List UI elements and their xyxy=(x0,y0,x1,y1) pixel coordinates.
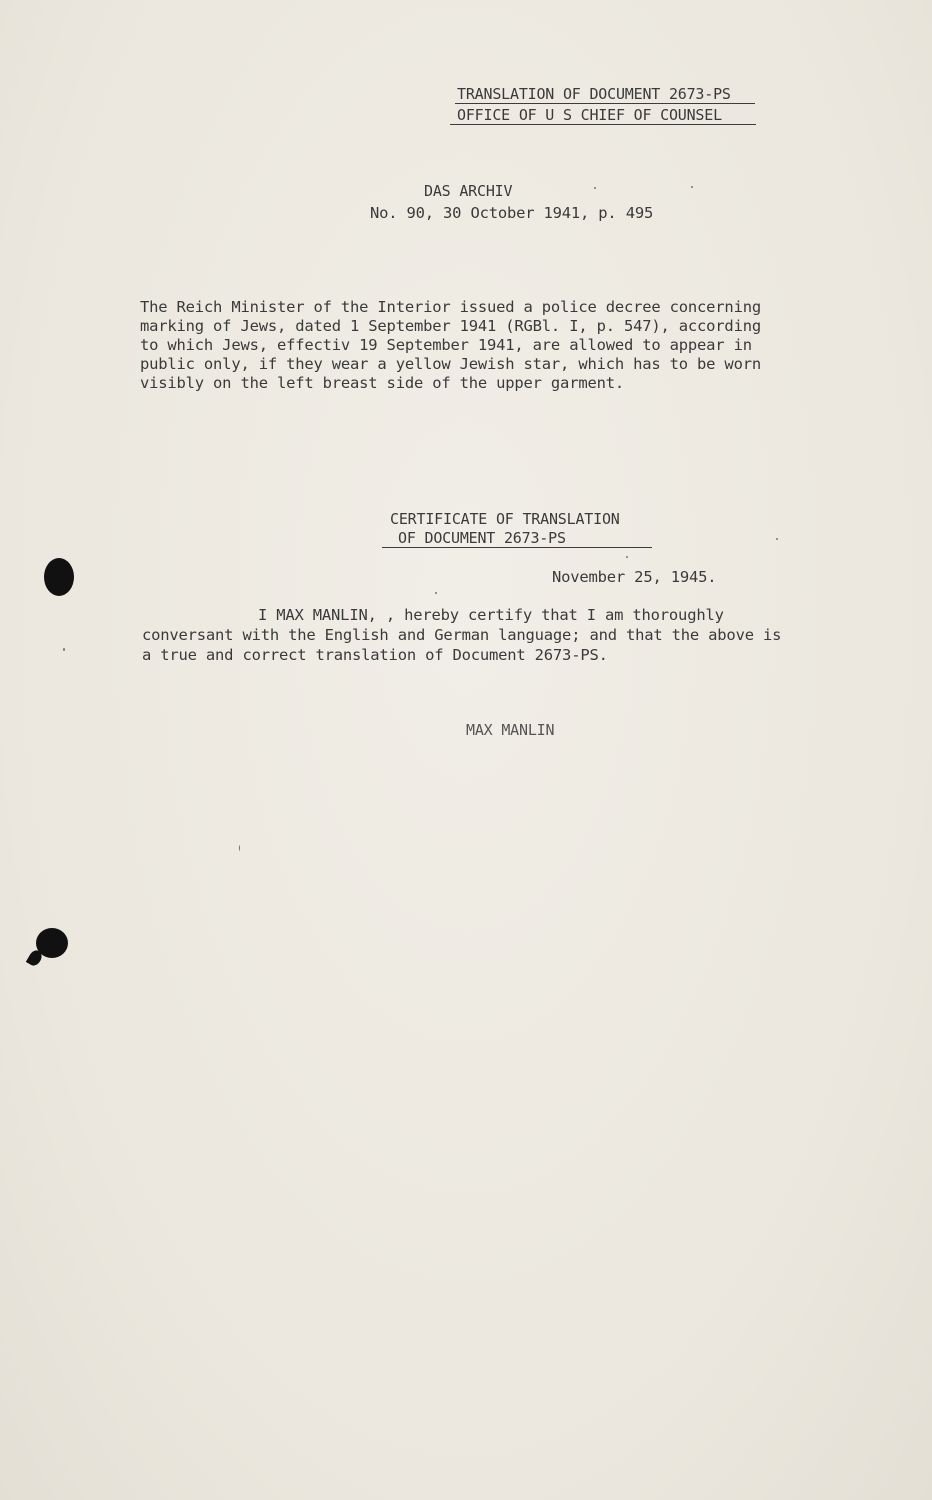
certificate-text-line-3: a true and correct translation of Document 2673-PS. xyxy=(142,646,608,664)
certificate-underline xyxy=(382,547,652,548)
certificate-title-line-1: CERTIFICATE OF TRANSLATION xyxy=(390,510,620,528)
source-citation: No. 90, 30 October 1941, p. 495 xyxy=(370,204,654,222)
speck xyxy=(63,648,65,651)
speck xyxy=(594,187,596,189)
speck xyxy=(435,592,437,594)
body-line-2: marking of Jews, dated 1 September 1941 (RGBl. I, p. 547), according xyxy=(140,317,761,335)
speck xyxy=(691,186,693,188)
punch-hole-top xyxy=(44,558,74,596)
source-title: DAS ARCHIV xyxy=(424,182,513,200)
header-line-2: OFFICE OF U S CHIEF OF COUNSEL xyxy=(457,106,722,124)
header-underline-2 xyxy=(450,124,756,125)
signature: MAX MANLIN xyxy=(466,721,555,739)
certificate-text-line-2: conversant with the English and German language; and that the above is xyxy=(142,626,782,644)
header-underline-1 xyxy=(455,103,755,104)
certificate-date: November 25, 1945. xyxy=(552,568,717,586)
speck xyxy=(626,556,628,558)
body-line-4: public only, if they wear a yellow Jewish star, which has to be worn xyxy=(140,355,761,373)
speck xyxy=(239,845,240,851)
header-line-1: TRANSLATION OF DOCUMENT 2673-PS xyxy=(457,85,731,103)
certificate-text-line-1: I MAX MANLIN, , hereby certify that I am thoroughly xyxy=(258,606,724,624)
body-line-3: to which Jews, effectiv 19 September 1941, are allowed to appear in xyxy=(140,336,752,354)
body-line-1: The Reich Minister of the Interior issued a police decree concerning xyxy=(140,298,761,316)
certificate-title-line-2: OF DOCUMENT 2673-PS xyxy=(398,529,566,547)
body-line-5: visibly on the left breast side of the upper garment. xyxy=(140,374,624,392)
speck xyxy=(776,538,778,540)
